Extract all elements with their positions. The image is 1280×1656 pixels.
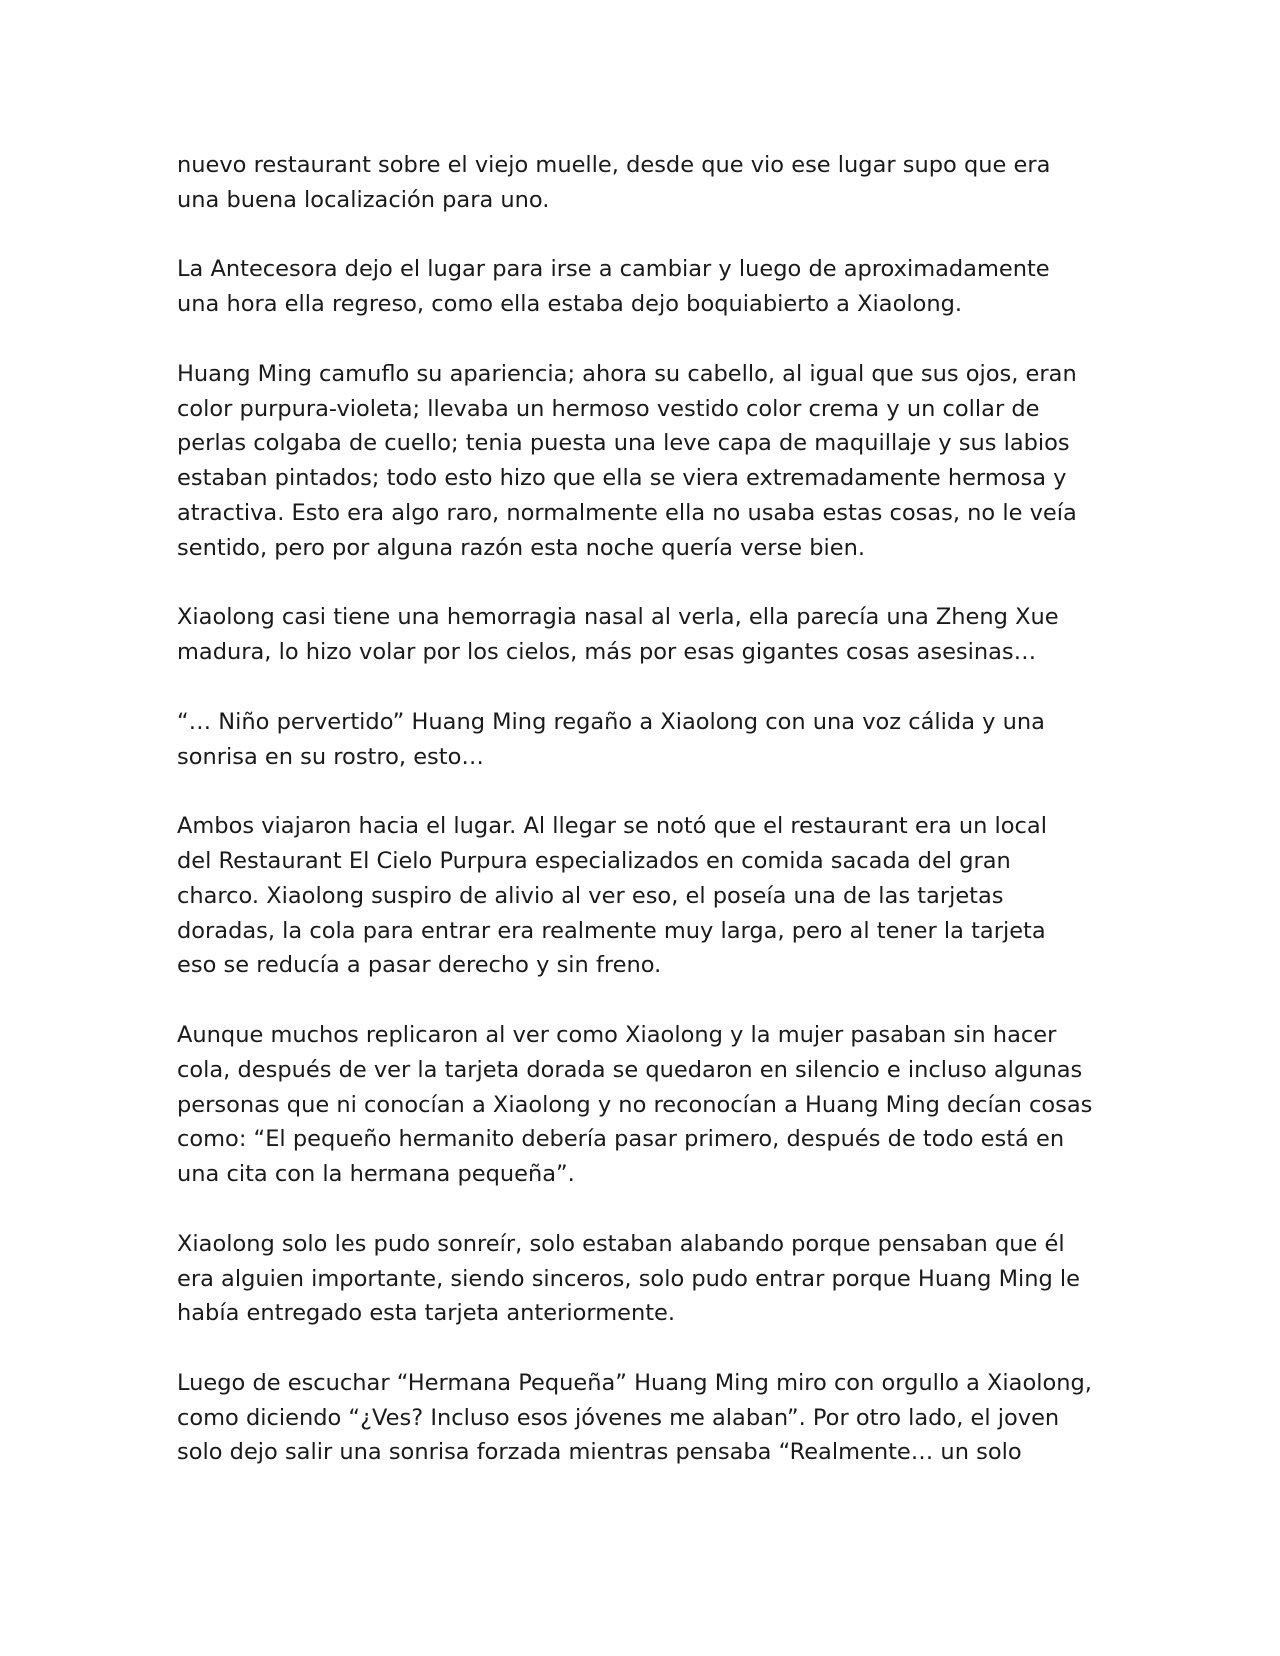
text-line: una hora ella regreso, como ella estaba dejo boquiabierto a Xiaolong. [177, 291, 963, 318]
text-line: una cita con la hermana pequeña”. [177, 1161, 575, 1188]
text-line: una buena localización para uno. [177, 186, 550, 213]
text-line: había entregado esta tarjeta anteriormente. [177, 1300, 676, 1327]
text-line: solo dejo salir una sonrisa forzada mientras pensaba “Realmente… un solo [177, 1439, 1022, 1466]
paragraph-6 [177, 809, 1117, 983]
paragraph-9 [177, 1366, 1117, 1470]
paragraph-5 [177, 705, 1117, 775]
text-line: sonrisa en su rostro, esto… [177, 743, 484, 770]
paragraph-8 [177, 1227, 1117, 1331]
text-line: como: “El pequeño hermanito debería pasar primero, después de todo está en [177, 1126, 1065, 1153]
text-line: La Antecesora dejo el lugar para irse a cambiar y luego de aproximadamente [177, 256, 1050, 283]
paragraph-7 [177, 1018, 1117, 1192]
text-line: nuevo restaurant sobre el viejo muelle, desde que vio ese lugar supo que era [177, 152, 1051, 178]
paragraph-4 [177, 600, 1117, 670]
text-line: eso se reducía a pasar derecho y sin freno. [177, 952, 662, 979]
paragraph-3 [177, 357, 1117, 566]
text-line: cola, después de ver la tarjeta dorada se quedaron en silencio e incluso algunas [177, 1056, 1083, 1083]
text-line: Xiaolong solo les pudo sonreír, solo estaban alabando porque pensaban que él [177, 1230, 1065, 1257]
paragraph-1 [177, 148, 1117, 218]
text-line: Xiaolong casi tiene una hemorragia nasal al verla, ella parecía una Zheng Xue [177, 604, 1059, 631]
document-body [177, 148, 1117, 1505]
paragraph-2 [177, 252, 1117, 322]
text-line: Aunque muchos replicaron al ver como Xiaolong y la mujer pasaban sin hacer [177, 1021, 1057, 1048]
text-line: como diciendo “¿Ves? Incluso esos jóvenes me alaban”. Por otro lado, el joven [177, 1404, 1060, 1431]
text-line: “… Niño pervertido” Huang Ming regaño a Xiaolong con una voz cálida y una [177, 708, 1045, 735]
text-line: charco. Xiaolong suspiro de alivio al ver eso, el poseía una de las tarjetas [177, 882, 1004, 909]
text-line: estaban pintados; todo esto hizo que ella se viera extremadamente hermosa y [177, 465, 1067, 492]
text-line: Ambos viajaron hacia el lugar. Al llegar se notó que el restaurant era un local [177, 813, 1047, 840]
text-line: atractiva. Esto era algo raro, normalmente ella no usaba estas cosas, no le veía [177, 499, 1077, 526]
text-line: personas que ni conocían a Xiaolong y no reconocían a Huang Ming decían cosas [177, 1091, 1093, 1118]
text-line: sentido, pero por alguna razón esta noche quería verse bien. [177, 534, 866, 561]
text-line: color purpura-violeta; llevaba un hermoso vestido color crema y un collar de [177, 395, 1040, 422]
text-line: madura, lo hizo volar por los cielos, más por esas gigantes cosas asesinas… [177, 639, 1037, 666]
text-line: doradas, la cola para entrar era realmente muy larga, pero al tener la tarjeta [177, 917, 1046, 944]
text-line: Huang Ming camuflo su apariencia; ahora su cabello, al igual que sus ojos, eran [177, 360, 1077, 387]
text-line: perlas colgaba de cuello; tenia puesta una leve capa de maquillaje y sus labios [177, 430, 1070, 457]
text-line: era alguien importante, siendo sinceros, solo pudo entrar porque Huang Ming le [177, 1265, 1081, 1292]
text-line: del Restaurant El Cielo Purpura especializados en comida sacada del gran [177, 847, 1011, 874]
text-line: Luego de escuchar “Hermana Pequeña” Huang Ming miro con orgullo a Xiaolong, [177, 1369, 1092, 1396]
